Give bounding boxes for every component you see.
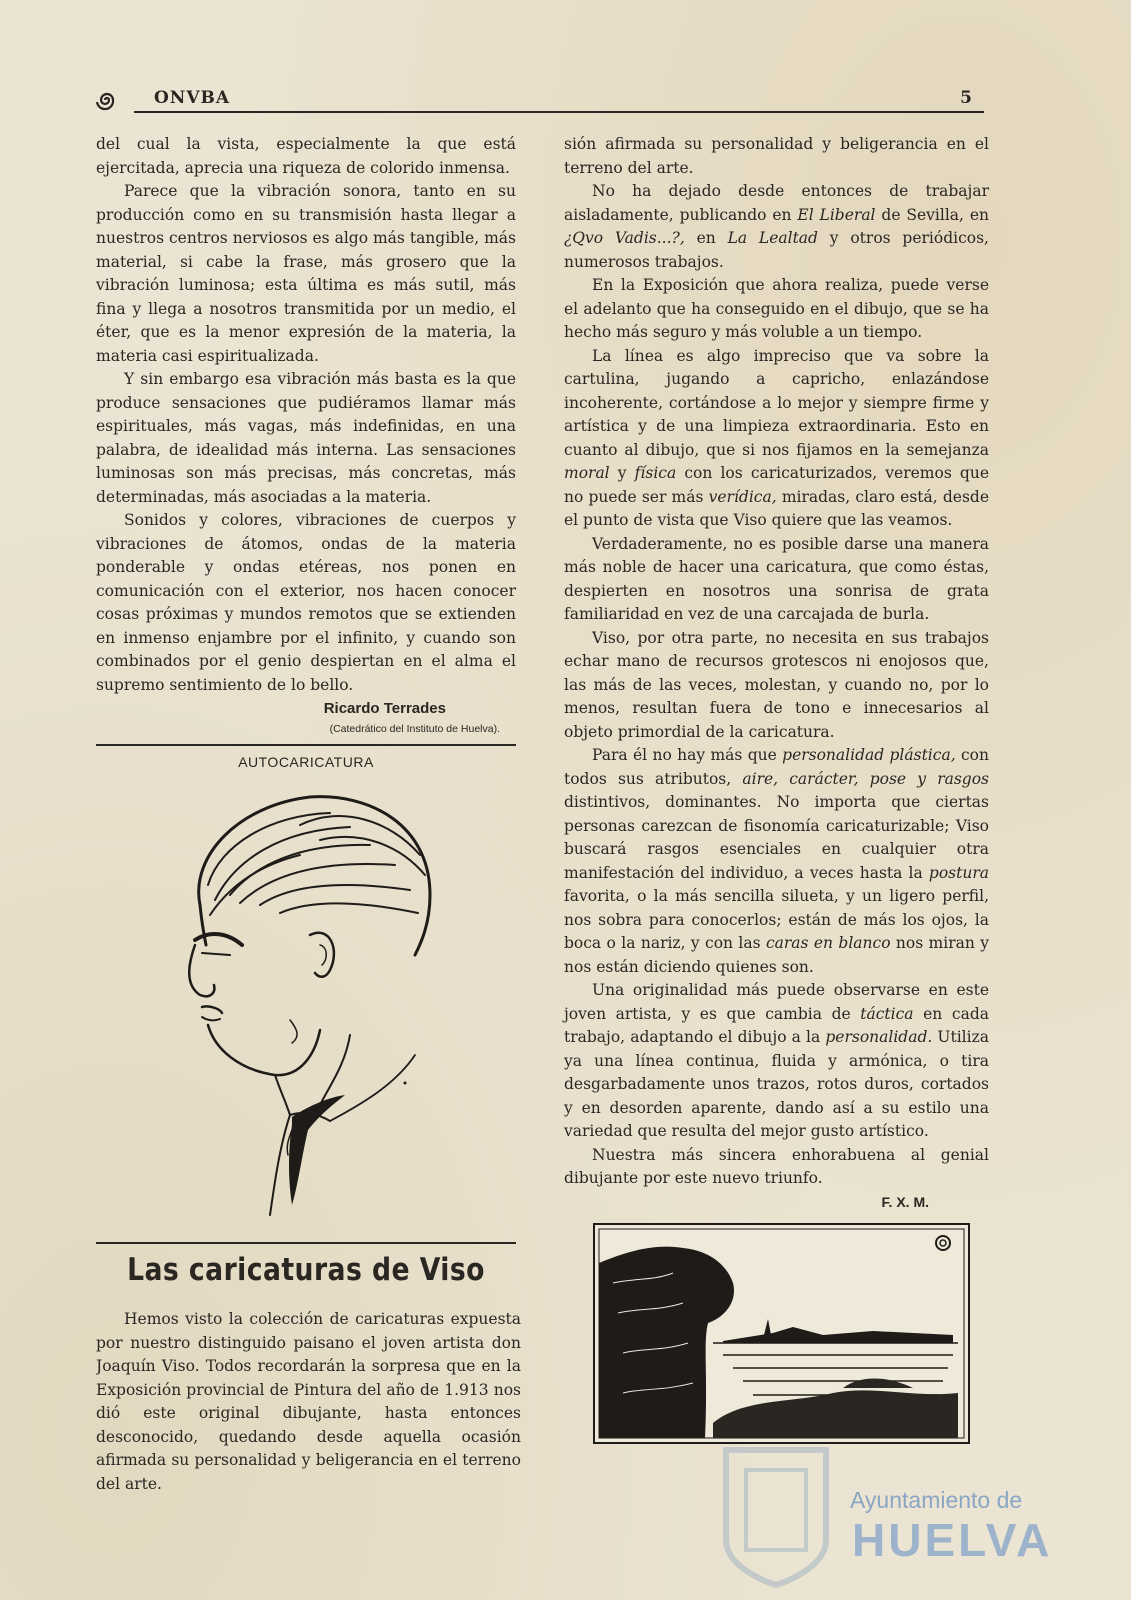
watermark-line1: Ayuntamiento de: [850, 1487, 1023, 1513]
paragraph: Viso, por otra parte, no necesita en sus trabajos echar mano de recursos grotescos ni enojosos que, las más de las veces, molestan, y cuando no, por lo menos, resultan fuera de tono e innecesarios al objeto primordial de la caricatura.: [564, 628, 989, 741]
page-header: [94, 84, 984, 114]
paragraph: Sonidos y colores, vibraciones de cuerpos y vibraciones de átomos, ondas de la materia ponderable y ondas etéreas, nos ponen en comunicación con el exterior, nos hacen conocer cosas próximas y mundos remotos que se extienden en inmenso enjambre por el infinito, y cuando son combinados por el genio despiertan en el alma el supremo sentimiento de lo bello.: [96, 511, 516, 694]
text-run: favorita, o la más sencilla silueta, y un ligero perfil, nos sobra para conocerlos; están de más los ojos, la boca o la nariz, y con las: [564, 887, 989, 952]
publication-name: ONVBA: [154, 88, 231, 108]
italic-run: postura: [928, 863, 989, 882]
author-signature: Ricardo Terrades: [323, 700, 446, 717]
text-run: con los caricaturizados, veremos que no puede ser más: [564, 464, 989, 506]
italic-run: El Liberal: [797, 205, 876, 224]
header-rule: [134, 111, 984, 113]
text-run: No ha dejado desde entonces de trabajar aisladamente, publicando en: [564, 182, 989, 224]
article-column: [96, 1308, 521, 1496]
text-run: de Sevilla, en: [875, 205, 989, 224]
italic-run: táctica: [860, 1004, 914, 1023]
text-run: y: [609, 464, 635, 482]
section-divider: [96, 1242, 516, 1244]
caricature-caption: AUTOCARICATURA: [238, 754, 374, 770]
text-run: Una originalidad más puede observarse en este joven artista, y es que cambia de: [564, 981, 989, 1023]
author-title: (Catedrático del Instituto de Huelva).: [329, 722, 500, 735]
paragraph: Hemos visto la colección de caricaturas expuesta por nuestro distinguido paisano el joven artista don Joaquín Viso. Todos recordarán la sorpresa que en la Exposición provincial de Pintura del año de 1.913 nos dió este original dibujante, hasta entonces desconocido, quedando desde aquella ocasión afirmada su personalidad y beligerancia en el terreno del arte.: [96, 1310, 521, 1493]
text-run: en cada trabajo, adaptando el dibujo a la: [564, 1004, 989, 1046]
text-run: La línea es algo impreciso que va sobre la cartulina, jugando a capricho, enlazándose incoherente, cortándose a lo mejor y siempre firme y artística y de una limpieza extraordinaria. Esto en cuanto al dibujo, que si nos fijamos en la semejanza: [564, 346, 989, 459]
text-run: Utiliza ya una línea continua, fluida y armónica, o tira desgarbadamente unos trazos, rotos duros, cortados y en desorden aparente, dando así a su estilo una variedad que resulta del mejor gusto artístico.: [564, 1028, 990, 1140]
paragraph: [564, 345, 989, 533]
italic-run: física: [634, 464, 677, 482]
page-number: 5: [960, 88, 972, 108]
paragraph: [564, 979, 989, 1144]
text-run: con todos sus atributos,: [564, 746, 989, 788]
italic-run: moral: [564, 464, 610, 482]
italic-run: aire, carácter, pose y rasgos: [742, 769, 990, 788]
italic-run: caras en blanco: [765, 934, 891, 952]
right-column: [564, 133, 989, 1214]
coastal-landscape-illustration: [593, 1223, 970, 1444]
italic-run: personalidad.: [825, 1028, 933, 1046]
paragraph: Verdaderamente, no es posible darse una manera más noble de hacer una caricatura, que como éstas, despierten en nosotros una sonrisa de grata familiaridad en vez de una carcajada de burla.: [564, 534, 989, 623]
article-signature: F. X. M.: [881, 1193, 929, 1210]
paragraph: Parece que la vibración sonora, tanto en su producción como en su transmisión hasta llegar a nuestros centros nerviosos es algo más tangible, más material, si cabe la frase, más grosero que la vibración luminosa; esta última es más sutil, más fina y llega a nosotros transmitida por un medio, el éter, que es la menor expresión de la materia, la materia casi espiritualizada.: [96, 182, 516, 365]
article-title: Las caricaturas de Viso: [127, 1252, 485, 1288]
text-run: Para él no hay más que: [592, 746, 783, 764]
italic-run: personalidad plástica,: [782, 746, 956, 764]
paragraph: En la Exposición que ahora realiza, puede verse el adelanto que ha conseguido en el dibujo, que se ha hecho más seguro y más voluble a un tiempo.: [564, 276, 989, 341]
paragraph: [564, 744, 989, 979]
italic-run: La Lealtad: [727, 229, 818, 247]
paragraph: Y sin embargo esa vibración más basta es la que produce sensaciones que pudiéramos llamar más espirituales, más vagas, más indefinidas, en una palabra, de idealidad más interna. Las sensaciones luminosas son más precisas, más concretas, más determinadas, más asociadas a la materia.: [96, 370, 516, 506]
text-run: en: [684, 229, 728, 247]
self-caricature-illustration: [180, 785, 440, 1225]
paragraph: del cual la vista, especialmente la que está ejercitada, aprecia una riqueza de colorido inmensa.: [96, 135, 516, 177]
text-run: miradas, claro está, desde el punto de vista que Viso quiere que las veamos.: [564, 487, 989, 529]
italic-run: ¿Qvo Vadis...?,: [564, 229, 685, 247]
section-divider: [96, 744, 516, 746]
text-run: distintivos, dominantes. No importa que ciertas personas carezcan de fisonomía caricaturizable; Viso buscará rasgos esenciales en cualquier otra manifestación del individuo, a veces hasta la: [564, 793, 989, 882]
paragraph: [564, 180, 989, 274]
text-run: y otros periódicos, numerosos trabajos.: [564, 229, 989, 271]
text-run: nos miran y nos están diciendo quienes son.: [564, 934, 989, 976]
paragraph: sión afirmada su personalidad y beligerancia en el terreno del arte.: [564, 135, 989, 177]
paragraph: Nuestra más sincera enhorabuena al genial dibujante por este nuevo triunfo.: [564, 1145, 989, 1187]
spiral-logo-icon: [94, 88, 120, 112]
left-column: [96, 133, 516, 737]
italic-run: verídica,: [708, 487, 777, 506]
watermark-line2: HUELVA: [852, 1514, 1053, 1566]
